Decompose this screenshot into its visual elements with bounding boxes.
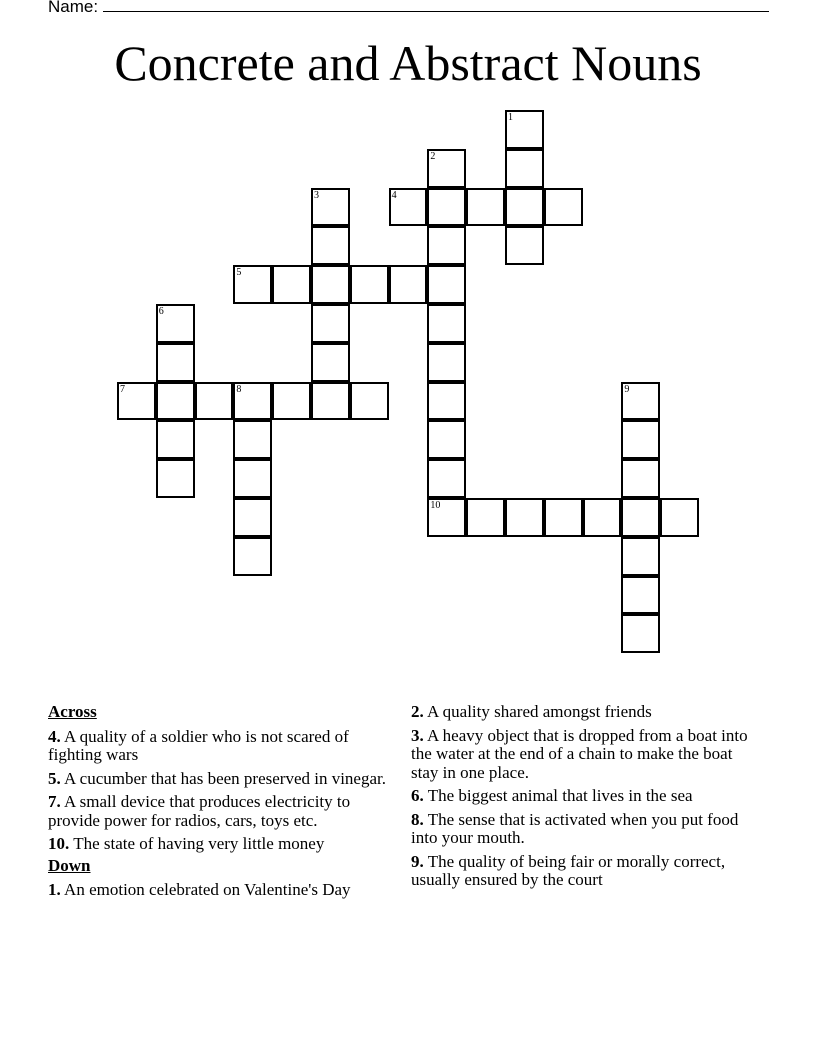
crossword-cell[interactable]	[272, 265, 311, 304]
clue-item-number: 3.	[411, 725, 424, 745]
clue-number: 10	[430, 500, 441, 511]
crossword-cell[interactable]	[195, 382, 234, 421]
clue-item-text: A quality shared amongst friends	[423, 702, 652, 721]
crossword-cell[interactable]	[156, 420, 195, 459]
clue-item	[48, 770, 388, 789]
crossword-cell[interactable]	[505, 110, 544, 149]
crossword-cell[interactable]	[389, 188, 428, 227]
crossword-cell[interactable]	[233, 420, 272, 459]
clue-item-text: An emotion celebrated on Valentine's Day	[60, 880, 351, 899]
crossword-cell[interactable]	[427, 382, 466, 421]
crossword-cell[interactable]	[544, 498, 583, 537]
clues-right-column	[411, 703, 756, 895]
crossword-cell[interactable]	[466, 188, 505, 227]
crossword-cell[interactable]	[233, 537, 272, 576]
crossword-cell[interactable]	[427, 226, 466, 265]
crossword-cell[interactable]	[427, 343, 466, 382]
clue-number: 6	[158, 306, 164, 317]
down-clue-list-right	[411, 703, 756, 890]
clue-item-text: The sense that is activated when you put food into your mouth.	[411, 809, 739, 847]
clue-item-number: 1.	[48, 880, 61, 899]
clue-item	[411, 727, 756, 783]
crossword-cell[interactable]	[311, 265, 350, 304]
clue-item-number: 2.	[411, 702, 424, 721]
crossword-cell[interactable]	[311, 343, 350, 382]
crossword-cell[interactable]	[505, 226, 544, 265]
crossword-cell[interactable]	[233, 265, 272, 304]
clue-item-number: 9.	[411, 851, 424, 871]
crossword-cell[interactable]	[427, 459, 466, 498]
crossword-cell[interactable]	[233, 498, 272, 537]
clue-item-number: 7.	[48, 792, 61, 811]
clue-item-text: A small device that produces electricity to provide power for radios, cars, toys etc.	[48, 792, 351, 830]
clue-item-text: The state of having very little money	[69, 834, 325, 853]
crossword-cell[interactable]	[311, 226, 350, 265]
crossword-cell[interactable]	[466, 498, 505, 537]
crossword-cell[interactable]	[272, 382, 311, 421]
clue-item	[411, 853, 756, 890]
crossword-cell[interactable]	[117, 382, 156, 421]
clue-item-number: 8.	[411, 809, 424, 829]
crossword-cell[interactable]	[233, 459, 272, 498]
clue-item	[411, 811, 756, 848]
clue-item	[48, 728, 388, 765]
clue-item-text: The biggest animal that lives in the sea	[423, 786, 693, 805]
across-heading: Across	[48, 702, 97, 721]
page-title: Concrete and Abstract Nouns	[114, 35, 702, 91]
crossword-cell[interactable]	[544, 188, 583, 227]
clue-item	[48, 835, 388, 854]
down-clue-list-left	[48, 881, 388, 900]
crossword-cell[interactable]	[156, 304, 195, 343]
crossword-cell[interactable]	[505, 188, 544, 227]
clue-number: 1	[508, 112, 513, 123]
crossword-cell[interactable]	[621, 614, 660, 653]
clue-number: 4	[391, 189, 397, 201]
clue-item-number: 4.	[48, 726, 61, 746]
clue-item-text: A heavy object that is dropped from a boat into the water at the end of a chain to make the boat stay in one place.	[411, 725, 748, 782]
crossword-cell[interactable]	[621, 576, 660, 615]
crossword-cell[interactable]	[621, 382, 660, 421]
clue-number: 2	[430, 150, 436, 162]
crossword-cell[interactable]	[350, 265, 389, 304]
crossword-cell[interactable]	[427, 420, 466, 459]
crossword-cell[interactable]	[350, 382, 389, 421]
name-label: Name:	[48, 0, 99, 16]
crossword-cell[interactable]	[427, 149, 466, 188]
clues-left-column	[48, 703, 388, 905]
clue-item-text: A quality of a soldier who is not scared of fighting wars	[48, 726, 349, 764]
crossword-cell[interactable]	[583, 498, 622, 537]
crossword-cell[interactable]	[621, 420, 660, 459]
crossword-cell[interactable]	[311, 304, 350, 343]
crossword-cell[interactable]	[156, 382, 195, 421]
across-clue-list	[48, 728, 388, 854]
crossword-cell[interactable]	[660, 498, 699, 537]
crossword-cell[interactable]	[389, 265, 428, 304]
crossword-cell[interactable]	[311, 188, 350, 227]
clue-item	[48, 881, 388, 900]
crossword-cell[interactable]	[621, 537, 660, 576]
down-heading: Down	[48, 855, 91, 875]
clue-item	[411, 787, 756, 806]
clue-item	[48, 793, 388, 830]
crossword-cell[interactable]	[311, 382, 350, 421]
clue-item-text: The quality of being fair or morally correct, usually ensured by the court	[411, 851, 726, 889]
crossword-cell[interactable]	[505, 498, 544, 537]
crossword-cell[interactable]	[427, 188, 466, 227]
crossword-cell[interactable]	[427, 304, 466, 343]
crossword-cell[interactable]	[233, 382, 272, 421]
crossword-cell[interactable]	[156, 343, 195, 382]
clue-number: 7	[120, 383, 125, 395]
clue-number: 9	[624, 383, 630, 395]
clue-item-number: 10.	[48, 834, 70, 853]
clue-number: 3	[314, 189, 319, 201]
clue-item-number: 5.	[48, 768, 61, 788]
crossword-cell[interactable]	[427, 498, 466, 537]
crossword-cell[interactable]	[156, 459, 195, 498]
crossword-cell[interactable]	[621, 459, 660, 498]
clue-number: 5	[236, 267, 242, 279]
clue-item-number: 6.	[411, 786, 424, 805]
clue-item	[411, 703, 756, 722]
crossword-cell[interactable]	[621, 498, 660, 537]
clue-number: 8	[236, 383, 242, 395]
crossword-cell[interactable]	[427, 265, 466, 304]
crossword-cell[interactable]	[505, 149, 544, 188]
clue-item-text: A cucumber that has been preserved in vinegar.	[60, 768, 386, 788]
